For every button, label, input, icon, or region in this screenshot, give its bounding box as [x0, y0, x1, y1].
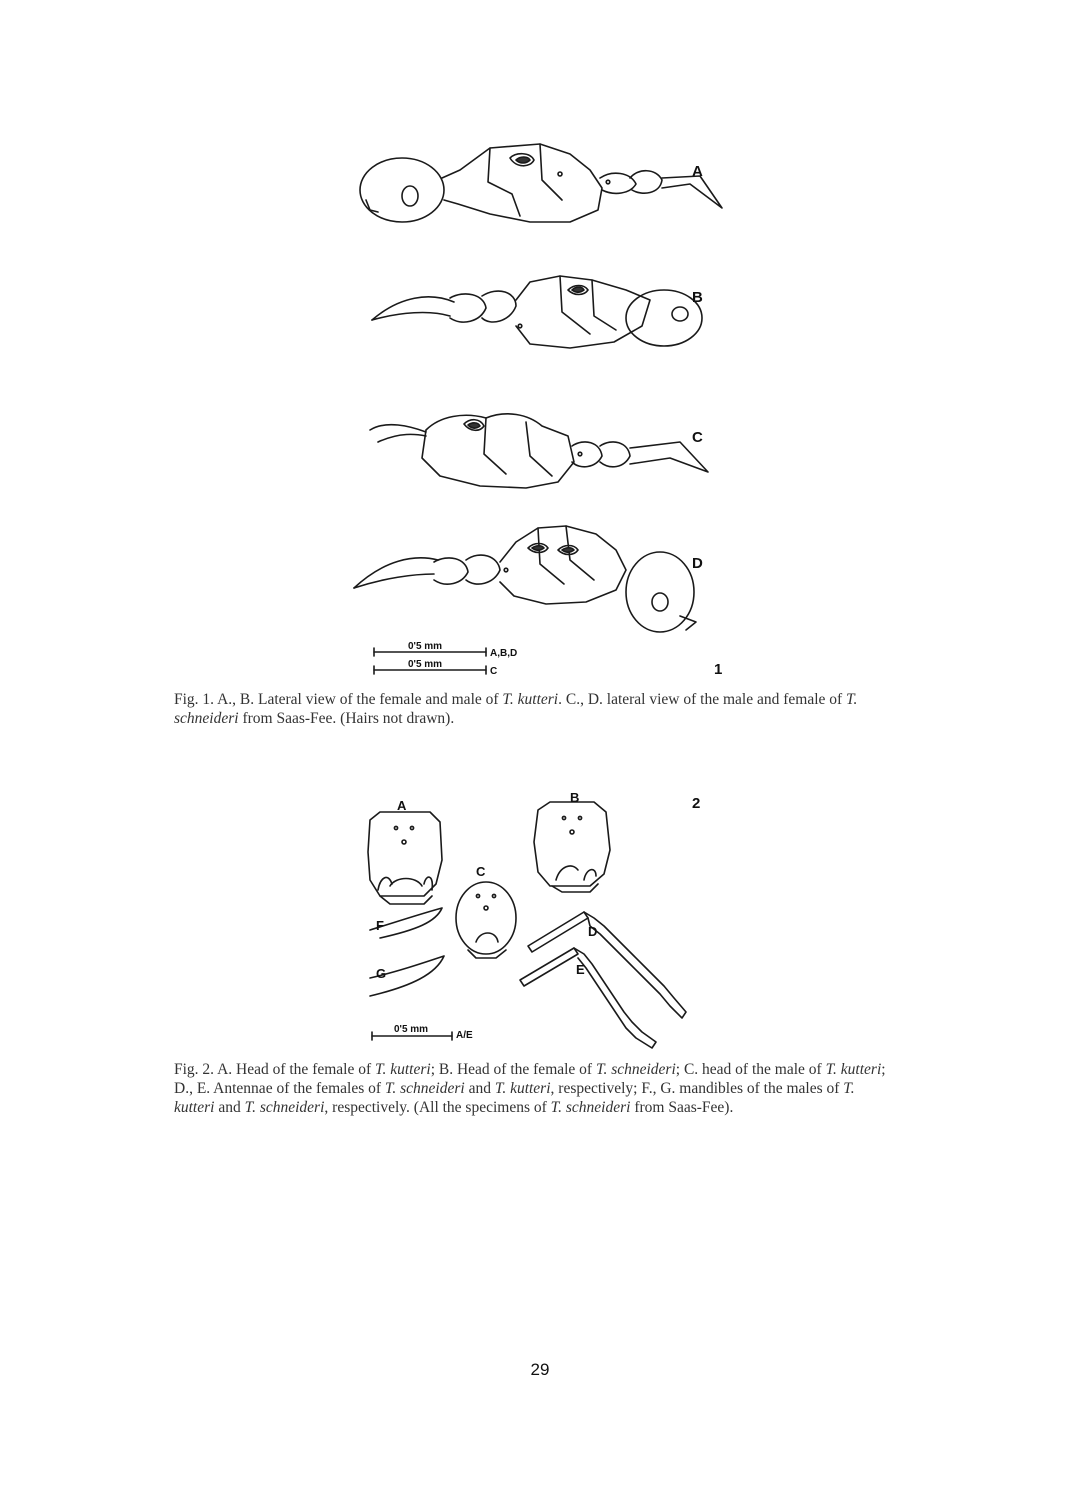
- specimen-a-lateral: [360, 144, 722, 222]
- figure-1-label-a: A: [692, 163, 703, 180]
- figure-1-caption: Fig. 1. A., B. Lateral view of the female and male of T. kutteri. C., D. lateral view of the male and female of T. schneideri from Saas-Fee. (Hairs not drawn).: [174, 691, 858, 727]
- specimen-d-lateral: [354, 526, 696, 632]
- figure-2-label-a: A: [397, 798, 407, 813]
- specimen-b-lateral: [372, 276, 702, 348]
- figure-2-number: 2: [692, 795, 701, 812]
- specimen-c-lateral: [370, 414, 708, 488]
- figure-1-label-c: C: [692, 429, 703, 446]
- figure-1-number: 1: [714, 661, 723, 678]
- scale-bar-2-text: 0'5 mm: [408, 659, 443, 670]
- antenna-e: [520, 948, 656, 1048]
- figure-1-label-d: D: [692, 555, 703, 572]
- figure-2-label-f: F: [376, 918, 384, 933]
- figure-2-label-g: G: [376, 966, 387, 981]
- figure-1-label-b: B: [692, 289, 703, 306]
- scale-bar-1-text: 0'5 mm: [408, 641, 443, 652]
- scale-bar-2-applies: C: [490, 666, 498, 677]
- head-b-female-schneideri: [534, 802, 610, 892]
- figure-2-caption: Fig. 2. A. Head of the female of T. kutteri; B. Head of the female of T. schneideri; C. head of the male of T. kutteri; D., E. Antennae of the females of T. schneideri and T. kutteri, respectively; F., G. mandibles of the males of T. kutteri and T. schneideri, respectively. (All the specimens of T. schneideri from Saas-Fee).: [174, 1061, 886, 1116]
- page-number: 29: [530, 1360, 550, 1379]
- figure-2-scale-bar-applies: A/E: [456, 1030, 473, 1041]
- figure-2-scale-bar-text: 0'5 mm: [394, 1024, 429, 1035]
- head-a-female-kutteri: [368, 812, 442, 904]
- antenna-d: [528, 912, 686, 1018]
- figure-1-drawing: [330, 130, 750, 680]
- figure-2-label-c: C: [476, 864, 486, 879]
- scale-bar-1-applies: A,B,D: [490, 648, 518, 659]
- figure-2-drawing: [340, 780, 740, 1050]
- figure-2-label-e: E: [576, 962, 585, 977]
- head-c-male-kutteri: [456, 882, 516, 958]
- figure-2-label-d: D: [588, 924, 598, 939]
- figure-2-label-b: B: [570, 790, 580, 805]
